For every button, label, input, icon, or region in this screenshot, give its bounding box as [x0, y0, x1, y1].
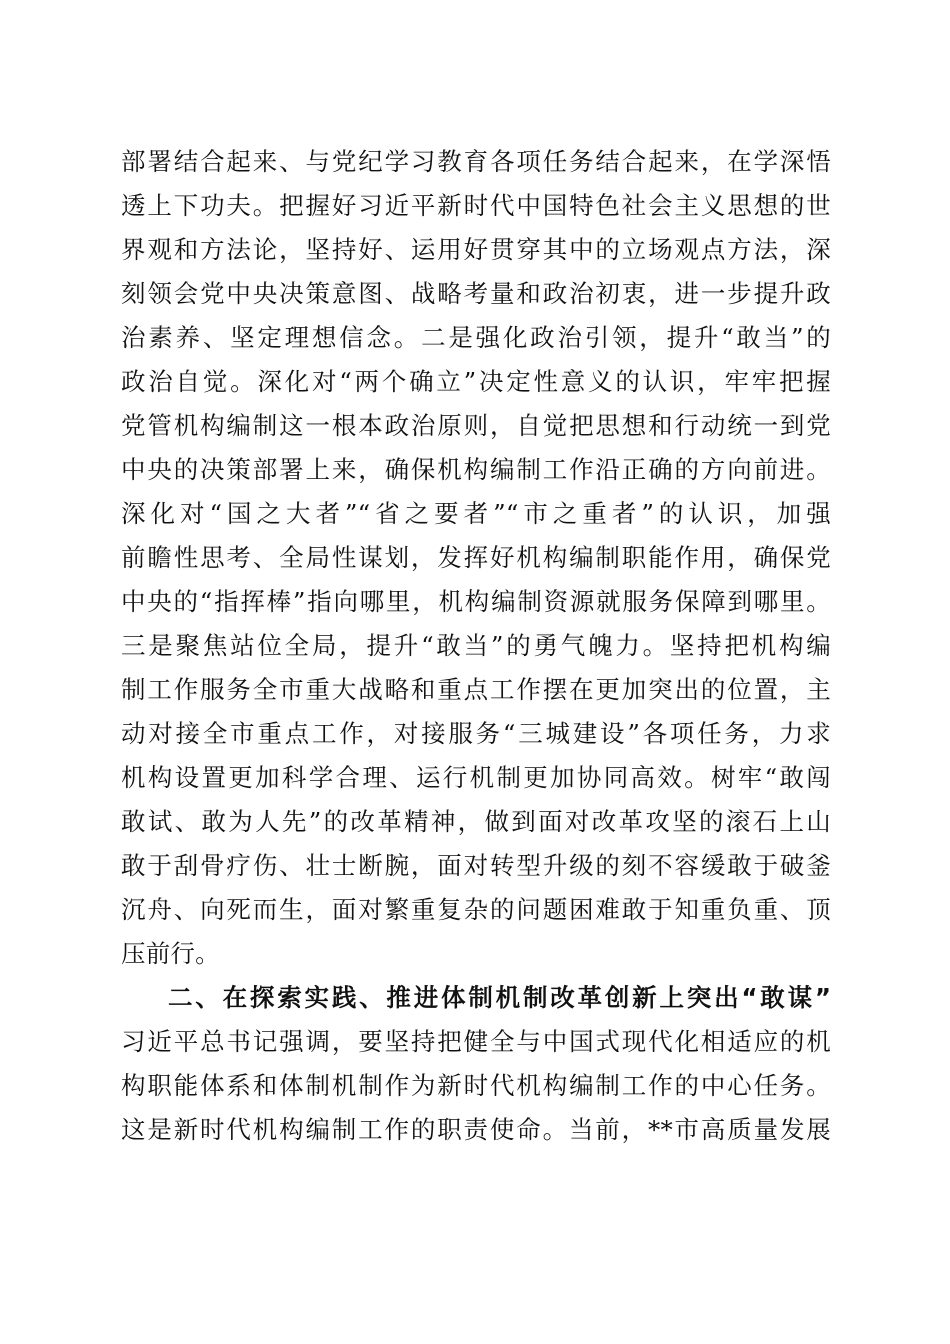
paragraph-line: 动对接全市重点工作，对接服务“三城建设”各项任务，力求	[121, 719, 831, 748]
paragraph-line: 敢于刮骨疗伤、壮士断腕，面对转型升级的刻不容缓敢于破釜	[121, 851, 831, 880]
paragraph-line: 部署结合起来、与党纪学习教育各项任务结合起来，在学深悟	[121, 147, 831, 176]
paragraph-line: 构职能体系和体制机制作为新时代机构编制工作的中心任务。	[121, 1071, 831, 1100]
paragraph-line: 中央的决策部署上来，确保机构编制工作沿正确的方向前进。	[121, 455, 831, 484]
paragraph-line: 这是新时代机构编制工作的职责使命。当前，**市高质量发展	[121, 1115, 831, 1144]
paragraph-line: 深化对“国之大者”“省之要者”“市之重者”的认识，加强	[121, 499, 831, 528]
paragraph-line: 三是聚焦站位全局，提升“敢当”的勇气魄力。坚持把机构编	[121, 631, 831, 660]
paragraph-line: 习近平总书记强调，要坚持把健全与中国式现代化相适应的机	[121, 1027, 831, 1056]
paragraph-line: 压前行。	[121, 939, 220, 968]
paragraph-line: 透上下功夫。把握好习近平新时代中国特色社会主义思想的世	[121, 191, 831, 220]
paragraph-line: 刻领会党中央决策意图、战略考量和政治初衷，进一步提升政	[121, 279, 831, 308]
paragraph-line: 界观和方法论，坚持好、运用好贯穿其中的立场观点方法，深	[121, 235, 831, 264]
paragraph-line: 政治自觉。深化对“两个确立”决定性意义的认识，牢牢把握	[121, 367, 831, 396]
paragraph-line: 前瞻性思考、全局性谋划，发挥好机构编制职能作用，确保党	[121, 543, 831, 572]
paragraph-line: 敢试、敢为人先”的改革精神，做到面对改革攻坚的滚石上山	[121, 807, 831, 836]
paragraph-line: 制工作服务全市重大战略和重点工作摆在更加突出的位置，主	[121, 675, 831, 704]
section-heading: 二、在探索实践、推进体制机制改革创新上突出“敢谋”	[168, 983, 831, 1012]
paragraph-line: 沉舟、向死而生，面对繁重复杂的问题困难敢于知重负重、顶	[121, 895, 831, 924]
paragraph-line: 治素养、坚定理想信念。二是强化政治引领，提升“敢当”的	[121, 323, 831, 352]
paragraph-line: 中央的“指挥棒”指向哪里，机构编制资源就服务保障到哪里。	[121, 587, 831, 616]
paragraph-line: 机构设置更加科学合理、运行机制更加协同高效。树牢“敢闯	[121, 763, 831, 792]
paragraph-line: 党管机构编制这一根本政治原则，自觉把思想和行动统一到党	[121, 411, 831, 440]
